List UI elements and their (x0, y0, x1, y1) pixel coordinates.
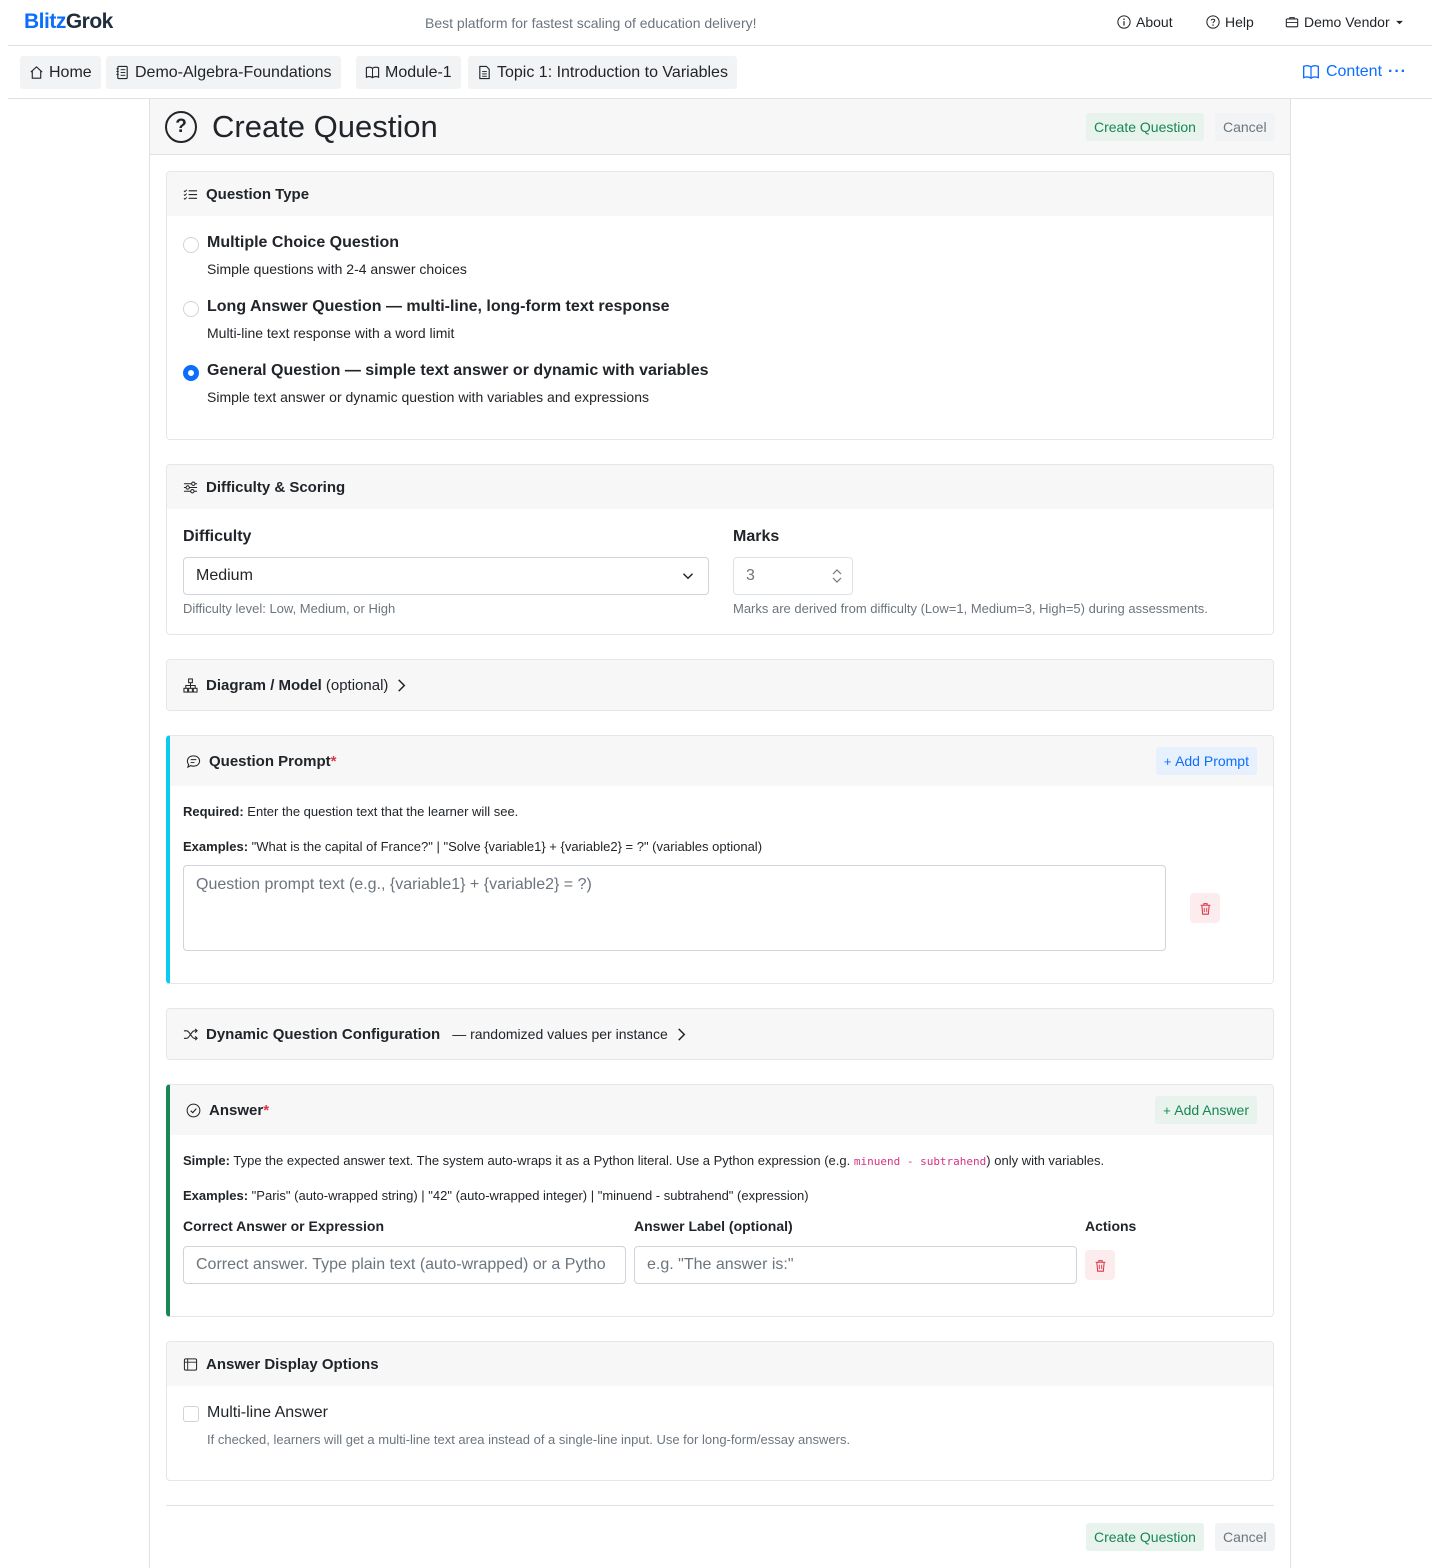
book-icon (365, 65, 380, 80)
help-circle-icon (1206, 15, 1220, 29)
delete-answer-button[interactable] (1085, 1250, 1115, 1280)
answer-header (170, 1085, 1273, 1135)
prompt-required-lead: Required: (183, 804, 244, 819)
option-general-question-title: General Question — simple text answer or dynamic with variables (207, 362, 709, 379)
tagline: Best platform for fastest scaling of education delivery! (425, 15, 757, 31)
answer-simple-text-2: ) only with variables. (986, 1153, 1105, 1168)
trash-icon (1094, 1259, 1107, 1272)
diagram-icon (183, 678, 198, 693)
breadcrumb-topic[interactable] (468, 56, 737, 89)
prompt-required-note (183, 804, 518, 819)
document-icon (477, 65, 492, 80)
check-circle-icon (186, 1103, 201, 1118)
plus-icon: + (1163, 1103, 1175, 1118)
cancel-button-top[interactable]: Cancel (1215, 113, 1275, 141)
cancel-button-bottom[interactable]: Cancel (1215, 1523, 1275, 1551)
correct-answer-placeholder: Correct answer. Type plain text (auto-wrapped) or a Pytho (196, 1256, 606, 1273)
question-prompt-header (170, 736, 1273, 786)
brand-logo[interactable] (24, 10, 113, 34)
answer-simple-lead: Simple: (183, 1153, 230, 1168)
prompt-examples-lead: Examples: (183, 839, 249, 854)
diagram-optional: (optional) (325, 676, 389, 694)
difficulty-value: Medium (196, 567, 253, 584)
breadcrumb-home-label: Home (49, 63, 92, 81)
dynamic-config-heading: Dynamic Question Configuration (206, 1025, 441, 1043)
breadcrumb-course[interactable] (106, 56, 341, 89)
answer-heading-text: Answer (209, 1101, 264, 1119)
content-menu-label: Content (1325, 63, 1383, 80)
radio-multiple-choice[interactable] (183, 237, 199, 253)
multiline-answer-label[interactable]: Multi-line Answer (207, 1404, 328, 1421)
sliders-icon (183, 480, 198, 495)
breadcrumb (8, 46, 1432, 99)
difficulty-hint: Difficulty level: Low, Medium, or High (183, 601, 396, 616)
answer-display-section (166, 1341, 1274, 1481)
diagram-section[interactable] (166, 659, 1274, 711)
answer-label-input[interactable] (634, 1246, 1077, 1284)
required-asterisk: * (263, 1101, 270, 1119)
answer-label-placeholder: e.g. "The answer is:" (647, 1256, 794, 1273)
help-label: Help (1225, 14, 1254, 30)
difficulty-section (166, 464, 1274, 635)
question-type-section (166, 171, 1274, 440)
book-icon (1302, 63, 1320, 81)
house-icon (29, 65, 44, 80)
card-header (150, 99, 1290, 155)
prompt-required-text: Enter the question text that the learner will see. (247, 804, 519, 819)
radio-general-question[interactable] (183, 365, 199, 381)
answer-display-heading: Answer Display Options (206, 1355, 379, 1373)
answer-simple-note (183, 1153, 1104, 1168)
answer-simple-code: minuend - subtrahend (853, 1155, 987, 1168)
option-general-question-desc: Simple text answer or dynamic question with variables and expressions (207, 389, 649, 405)
marks-label: Marks (733, 528, 780, 545)
multiline-answer-checkbox[interactable] (183, 1406, 199, 1422)
breadcrumb-course-label: Demo-Algebra-Foundations (135, 63, 332, 81)
top-navbar (8, 0, 1432, 46)
question-type-heading: Question Type (206, 185, 310, 203)
journal-icon (115, 65, 130, 80)
vendor-dropdown[interactable] (1285, 14, 1404, 30)
question-prompt-heading (209, 753, 337, 770)
option-multiple-choice-title: Multiple Choice Question (207, 234, 400, 251)
create-question-button-top[interactable]: Create Question (1086, 113, 1204, 141)
option-long-answer-desc: Multi-line text response with a word limit (207, 325, 455, 341)
radio-long-answer[interactable] (183, 301, 199, 317)
add-answer-button[interactable] (1155, 1096, 1257, 1124)
create-question-button-bottom[interactable]: Create Question (1086, 1523, 1204, 1551)
chevron-right-icon (674, 1027, 689, 1042)
question-prompt-textarea[interactable] (183, 865, 1166, 951)
prompt-examples-note (183, 839, 762, 854)
footer-divider (166, 1505, 1274, 1506)
column-header-actions: Actions (1085, 1218, 1137, 1234)
more-icon[interactable]: ··· (1388, 63, 1407, 80)
breadcrumb-module[interactable] (356, 56, 461, 89)
display-options-icon (183, 1357, 198, 1372)
difficulty-header (167, 465, 1273, 509)
list-icon (183, 187, 198, 202)
column-header-answer: Correct Answer or Expression (183, 1218, 384, 1234)
create-question-card (149, 98, 1291, 1568)
chat-icon (186, 754, 201, 769)
difficulty-heading: Difficulty & Scoring (206, 478, 346, 496)
add-answer-label: Add Answer (1174, 1102, 1249, 1118)
question-circle-icon: ? (165, 111, 197, 143)
add-prompt-label: Add Prompt (1175, 753, 1249, 769)
answer-section (166, 1084, 1274, 1317)
marks-hint: Marks are derived from difficulty (Low=1, Medium=3, High=5) during assessments. (733, 601, 1208, 616)
question-prompt-section (166, 735, 1274, 984)
answer-simple-text-1: Type the expected answer text. The system auto-wraps it as a Python literal. Use a Python expression (e.g. (233, 1153, 851, 1168)
required-asterisk: * (330, 752, 337, 770)
answer-examples-note (183, 1188, 809, 1203)
answer-examples-lead: Examples: (183, 1188, 249, 1203)
question-prompt-placeholder: Question prompt text (e.g., {variable1} + {variable2} = ?) (196, 876, 592, 893)
prompt-examples-text: "What is the capital of France?" | "Solve {variable1} + {variable2} = ?" (variables optional) (251, 839, 763, 854)
question-type-header (167, 172, 1273, 216)
answer-examples-text: "Paris" (auto-wrapped string) | "42" (auto-wrapped integer) | "minuend - subtrahend" (expression) (251, 1188, 809, 1203)
briefcase-icon (1285, 15, 1299, 29)
breadcrumb-module-label: Module-1 (385, 63, 452, 81)
question-prompt-heading-text: Question Prompt (209, 752, 331, 770)
about-link[interactable] (1117, 14, 1173, 30)
about-label: About (1136, 14, 1173, 30)
delete-prompt-button[interactable] (1190, 893, 1220, 923)
plus-icon: + (1163, 754, 1176, 769)
diagram-header[interactable] (167, 660, 1273, 710)
shuffle-icon (183, 1027, 198, 1042)
column-header-label: Answer Label (optional) (634, 1218, 793, 1234)
multiline-answer-hint: If checked, learners will get a multi-line text area instead of a single-line input. Use for long-form/essay answers. (207, 1432, 851, 1447)
vendor-label: Demo Vendor (1304, 14, 1390, 30)
diagram-heading: Diagram / Model (206, 676, 322, 694)
option-long-answer-title: Long Answer Question — multi-line, long-form text response (207, 298, 670, 315)
difficulty-select[interactable] (183, 557, 709, 595)
breadcrumb-topic-label: Topic 1: Introduction to Variables (497, 63, 728, 81)
page-title: Create Question (212, 109, 438, 144)
breadcrumb-home[interactable] (20, 56, 101, 89)
dynamic-config-section[interactable] (166, 1008, 1274, 1060)
marks-value: 3 (746, 567, 755, 584)
brand-part2: Grok (65, 10, 113, 33)
brand-part1: Blitz (24, 10, 66, 33)
info-icon (1117, 15, 1131, 29)
trash-icon (1199, 902, 1212, 915)
correct-answer-input[interactable] (183, 1246, 626, 1284)
add-prompt-button[interactable] (1156, 747, 1257, 775)
difficulty-label: Difficulty (183, 528, 252, 545)
answer-display-header (167, 1342, 1273, 1386)
chevron-right-icon (394, 678, 409, 693)
stepper-arrows-icon[interactable] (832, 568, 842, 584)
chevron-down-icon (682, 570, 694, 582)
option-multiple-choice-desc: Simple questions with 2-4 answer choices (207, 261, 467, 277)
caret-down-icon (1395, 18, 1404, 27)
dynamic-config-header[interactable] (167, 1009, 1273, 1059)
marks-input[interactable] (733, 557, 853, 595)
help-link[interactable] (1206, 14, 1254, 30)
dynamic-config-subtitle: — randomized values per instance (452, 1026, 668, 1042)
answer-heading (209, 1102, 269, 1119)
content-menu[interactable] (1302, 63, 1407, 81)
